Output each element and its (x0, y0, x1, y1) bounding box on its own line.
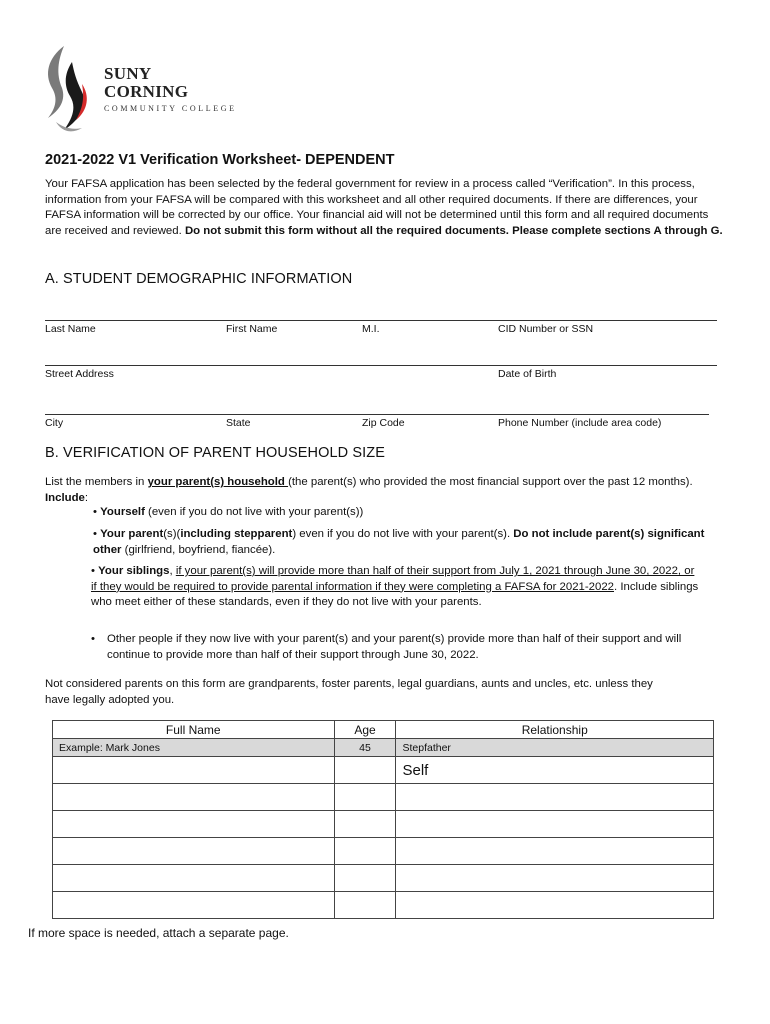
bullet-siblings: • Your siblings, if your parent(s) will provide more than half of their support from July 1, 2021 through June 30, 2022, or if they would be required to provide parental information if they were completing a FAFSA for 2021-2022. Include siblings who meet either of these standards, even if they do not live with your parents. (91, 565, 699, 609)
bullet-parent-bold3: Do not include parent(s) significant other (93, 528, 705, 556)
flame-logo-icon (42, 44, 96, 136)
example-relationship: Stepfather (396, 739, 714, 757)
household-intro-text: List the members in (45, 476, 148, 488)
field-line-row3 (45, 414, 709, 415)
field-line-row2 (45, 365, 717, 366)
name-cell[interactable] (53, 892, 335, 919)
intro-text: Your FAFSA application has been selected by the federal government for review in a process called “Verification”. In this process, information from your FAFSA will be compared with this worksheet and all other required documents. If there are differences, your FAFSA information will be corrected by our office. Your financial aid will not be determined until this form and all required documents are received and reviewed. (45, 178, 709, 237)
field-line-row1 (45, 320, 717, 321)
zip-code-label: Zip Code (362, 417, 405, 429)
bullet-parent-end: (girlfriend, boyfriend, fiancée). (121, 543, 276, 556)
household-intro-underlined: your parent(s) household (147, 476, 289, 488)
table-row[interactable] (53, 757, 714, 784)
full-name-header: Full Name (53, 721, 335, 739)
first-name-label: First Name (226, 323, 278, 335)
age-cell[interactable] (334, 757, 396, 784)
more-space-note: If more space is needed, attach a separate page. (28, 926, 289, 940)
bullet-yourself-text: (even if you do not live with your parent(s)) (144, 506, 364, 518)
last-name-label: Last Name (45, 323, 96, 335)
table-header-row (53, 721, 714, 739)
relationship-cell[interactable] (396, 865, 714, 892)
example-name: Example: Mark Jones (53, 739, 335, 757)
relationship-cell[interactable] (396, 811, 714, 838)
bullet-other-people-text: Other people if they now live with your parent(s) and your parent(s) provide more than half of their support and will continue to provide more than half of their support through June 30, 2022. (107, 633, 682, 661)
name-cell[interactable] (53, 838, 335, 865)
logo-line-suny: SUNY (104, 64, 152, 83)
relationship-header: Relationship (396, 721, 714, 739)
table-row[interactable] (53, 784, 714, 811)
age-cell[interactable] (334, 811, 396, 838)
table-example-row (53, 739, 714, 757)
name-cell[interactable] (53, 784, 335, 811)
name-cell[interactable] (53, 811, 335, 838)
college-logo (42, 44, 242, 136)
household-intro-rest: (the parent(s) who provided the most financial support over the past 12 months). (288, 476, 693, 488)
bullet-parent-mid: (s)( (163, 528, 181, 540)
name-cell[interactable] (53, 865, 335, 892)
date-of-birth-label: Date of Birth (498, 368, 557, 380)
age-header: Age (334, 721, 396, 739)
street-address-label: Street Address (45, 368, 114, 380)
household-table (52, 720, 714, 919)
bullet-parent-text: ) even if you do not live with your parent(s). (292, 528, 514, 540)
age-cell[interactable] (334, 892, 396, 919)
section-b-heading: B. VERIFICATION OF PARENT HOUSEHOLD SIZE (45, 445, 385, 461)
example-age: 45 (334, 739, 396, 757)
age-cell[interactable] (334, 838, 396, 865)
phone-number-label: Phone Number (include area code) (498, 417, 662, 429)
section-a-heading: A. STUDENT DEMOGRAPHIC INFORMATION (45, 271, 353, 287)
table-row[interactable] (53, 892, 714, 919)
page-title: 2021-2022 V1 Verification Worksheet- DEPENDENT (45, 152, 395, 168)
intro-paragraph (45, 177, 725, 239)
table-row[interactable] (53, 865, 714, 892)
household-intro: List the members in your parent(s) household (the parent(s) who provided the most financial support over the past 12 months). Include: (45, 476, 693, 504)
age-cell[interactable] (334, 784, 396, 811)
bullet-siblings-text: . Include siblings who meet either of these standards, even if they do not live with your parents. (91, 580, 699, 609)
table-row[interactable] (53, 811, 714, 838)
bullet-yourself: • Yourself (even if you do not live with your parent(s)) (93, 506, 364, 518)
intro-bold-text: Do not submit this form without all the required documents. Please complete sections A through G. (184, 224, 723, 237)
cid-ssn-label: CID Number or SSN (498, 323, 594, 335)
bullet-siblings-bold: Your siblings (98, 565, 170, 577)
name-cell[interactable] (53, 757, 335, 784)
bullet-parent: • Your parent(s)(including stepparent) even if you do not live with your parent(s). Do not include parent(s) significant other (girlfriend, boyfriend, fiancée). (93, 528, 705, 556)
state-label: State (226, 417, 251, 429)
relationship-cell[interactable] (396, 838, 714, 865)
age-cell[interactable] (334, 865, 396, 892)
relationship-cell[interactable] (396, 784, 714, 811)
bullet-parent-bold: Your parent (100, 528, 164, 540)
not-considered-note: Not considered parents on this form are grandparents, foster parents, legal guardians, aunts and uncles, etc. unless they have legally adopted you. (45, 678, 653, 706)
logo-line-corning: CORNING (104, 82, 189, 101)
bullet-siblings-underlined: if your parent(s) will provide more than half of their support from July 1, 2021 through June 30, 2022, or if they would be required to provide parental information if they were completing a FAFSA for 2021-2022 (91, 565, 695, 593)
bullet-other-people: • Other people if they now live with your parent(s) and your parent(s) provide more than half of their support and will continue to provide more than half of their support through June 30, 2022. (91, 632, 723, 663)
middle-initial-label: M.I. (362, 323, 380, 335)
bullet-yourself-bold: Yourself (100, 506, 145, 518)
logo-line-community-college: COMMUNITY COLLEGE (104, 104, 237, 113)
table-row[interactable] (53, 838, 714, 865)
relationship-cell[interactable] (396, 892, 714, 919)
bullet-parent-bold2: including stepparent (180, 528, 293, 540)
city-label: City (45, 417, 64, 429)
relationship-cell-self[interactable]: Self (396, 757, 714, 784)
include-label: Include (45, 491, 85, 504)
